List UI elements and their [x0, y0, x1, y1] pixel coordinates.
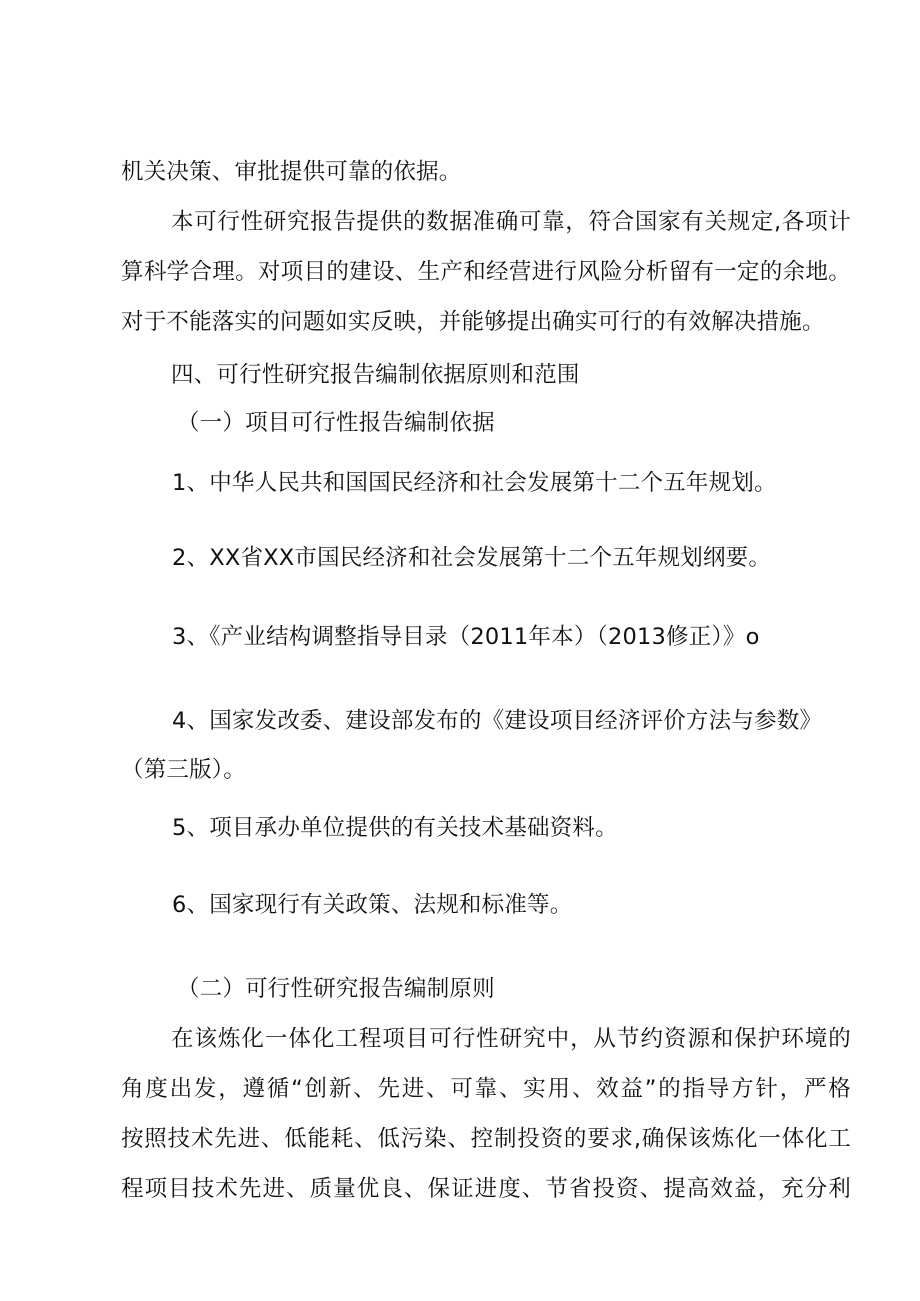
list-item: 5、项目承办单位提供的有关技术基础资料。: [172, 815, 618, 841]
paragraph-line: 按照技术先进、低能耗、低污染、控制投资的要求,确保该炼化一体化工: [121, 1126, 851, 1152]
list-item: 2、XX省XX市国民经济和社会发展第十二个五年规划纲要。: [172, 545, 772, 571]
section-heading: 四、可行性研究报告编制依据原则和范围: [171, 362, 580, 388]
paragraph-line: 角度出发，遵循“创新、先进、可靠、实用、效益”的指导方针，严格: [121, 1076, 851, 1102]
list-item: 4、国家发改委、建设部发布的《建设项目经济评价方法与参数》: [172, 708, 823, 734]
subsection-heading: （一）项目可行性报告编制依据: [177, 410, 495, 436]
list-item: 3、《产业结构调整指导目录（2011年本）（2013修正）》o: [172, 624, 760, 650]
paragraph-line: 算科学合理。对项目的建设、生产和经营进行风险分析留有一定的余地。: [121, 259, 851, 285]
paragraph-line: 本可行性研究报告提供的数据准确可靠，符合国家有关规定,各项计: [171, 209, 851, 235]
paragraph-line: 机关决策、审批提供可靠的依据。: [121, 159, 462, 185]
list-item-continuation: （第三版）。: [121, 757, 246, 783]
paragraph-line: 程项目技术先进、质量优良、保证进度、节省投资、提高效益，充分利: [121, 1176, 851, 1202]
subsection-heading: （二）可行性研究报告编制原则: [177, 976, 495, 1002]
list-item: 1、中华人民共和国国民经济和社会发展第十二个五年规划。: [172, 470, 777, 496]
list-item: 6、国家现行有关政策、法规和标准等。: [172, 892, 573, 918]
paragraph-line: 在该炼化一体化工程项目可行性研究中，从节约资源和保护环境的: [171, 1026, 851, 1052]
paragraph-line: 对于不能落实的问题如实反映，并能够提出确实可行的有效解决措施。: [121, 309, 825, 335]
